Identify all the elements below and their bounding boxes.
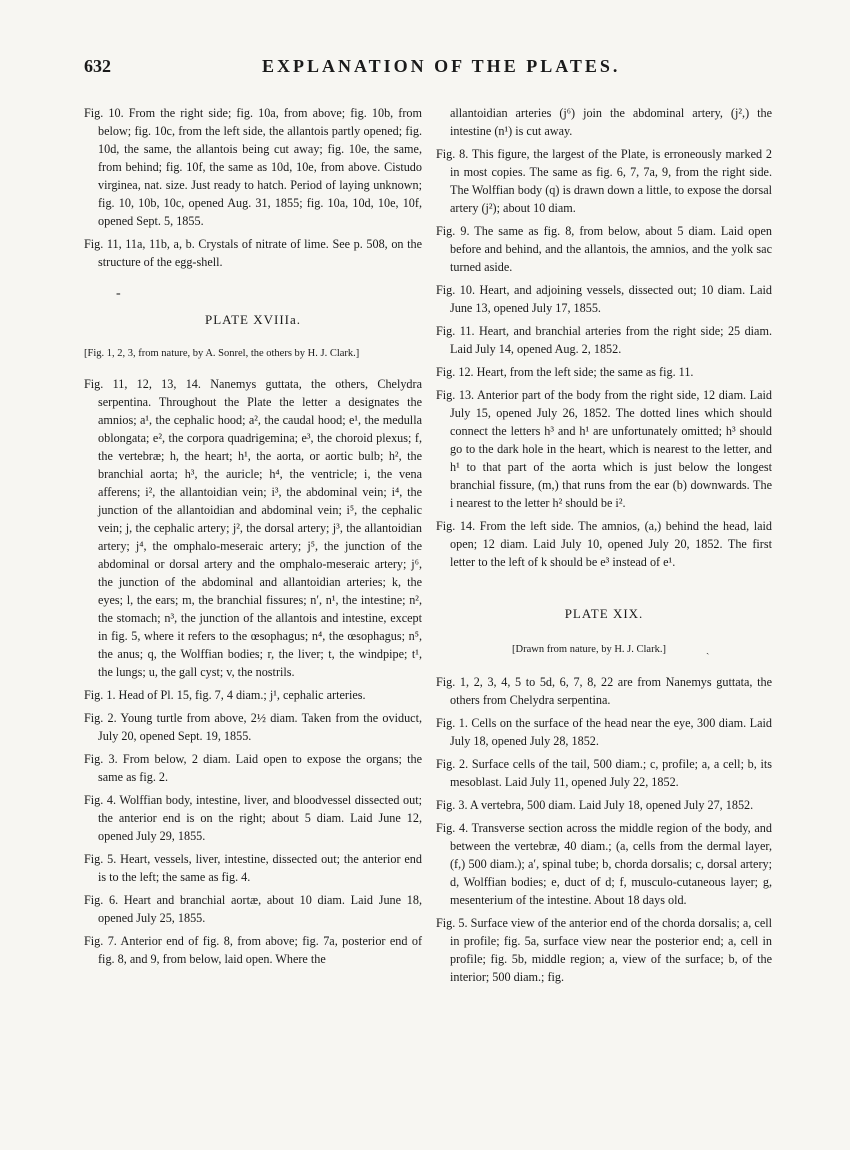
fig-7-continued: allantoidian arteries (j⁶) join the abdominal artery, (j²,) the intestine (n¹) is cut away. bbox=[450, 106, 772, 138]
fig-10-entry: Fig. 10. From the right side; fig. 10a, from above; fig. 10b, from below; fig. 10c, from the left side, the allantois partly opened; fig. 10d, the same, the allantois being cut away; fig. 10e, the same, from behind; fig. 10f, the same as 10d, 10e, from above. Cistudo virginea, nat. size. Just ready to hatch. Period of laying unknown; fig. 10, 10b, 10c, opened Aug. 31, 1855; fig. 10a, 10d, 10e, 10f, opened Sept. 5, 1855. bbox=[84, 106, 422, 228]
fig-10-entry-xviiia: Fig. 10. Heart, and adjoining vessels, dissected out; 10 diam. Laid June 13, opened July 17, 1855. bbox=[436, 283, 772, 315]
fig-14-entry: Fig. 14. From the left side. The amnios, (a,) behind the head, laid open; 12 diam. Laid July 10, opened July 20, 1852. The first letter to the left of k should be e³ instead of e¹. bbox=[436, 519, 772, 569]
plate-title-xix: PLATE XIX. bbox=[564, 606, 644, 621]
stray-mark-right: ˎ bbox=[705, 644, 710, 655]
fig-11-entry: Fig. 11, 11a, 11b, a, b. Crystals of nitrate of lime. See p. 508, on the structure of the egg-shell. bbox=[84, 237, 422, 269]
fig-5-entry-xix: Fig. 5. Surface view of the anterior end of the chorda dorsalis; a, cell in profile; fig. 5a, surface view near the posterior end; a, cell in profile; fig. 5b, middle region; a, view of the surface; b, of the interior; 500 diam.; fig. bbox=[436, 916, 772, 984]
fig-6-entry: Fig. 6. Heart and branchial aortæ, about 10 diam. Laid June 18, opened July 25, 1855. bbox=[84, 893, 422, 925]
fig-2-entry-xix: Fig. 2. Surface cells of the tail, 500 diam.; c, profile; a, a cell; b, its mesoblast. Laid July 11, opened July 22, 1852. bbox=[436, 757, 772, 789]
fig-5-entry: Fig. 5. Heart, vessels, liver, intestine, dissected out; the anterior end is to the left; the same as fig. 4. bbox=[84, 852, 422, 884]
fig-4-entry: Fig. 4. Wolffian body, intestine, liver, and bloodvessel dissected out; the anterior end is on the right; about 5 diam. Laid June 12, opened July 29, 1855. bbox=[84, 793, 422, 843]
running-head: EXPLANATION OF THE PLATES. bbox=[262, 56, 621, 76]
fig-9-entry: Fig. 9. The same as fig. 8, from below, about 5 diam. Laid open before and behind, and the allantois, the amnios, and the yolk sac turned aside. bbox=[436, 224, 772, 274]
plate-note-text: [Drawn from nature, by H. J. Clark.] bbox=[512, 644, 666, 655]
left-column bbox=[84, 104, 422, 973]
figs-species-entry: Fig. 1, 2, 3, 4, 5 to 5d, 6, 7, 8, 22 are from Nanemys guttata, the others from Chelydra serpentina. bbox=[436, 675, 772, 707]
fig-13-entry: Fig. 13. Anterior part of the body from the right side, 12 diam. Laid July 15, opened July 26, 1852. The dotted lines which should connect the letters h³ and h¹ are unfortunately omitted; h³ should go to the dark hole in the heart, which is nearest to the letter, and h¹ to that part of the aorta which is just below the longest branchial fissure, (m,) that runs from the ear (b) downwards. The i nearest to the letter h² should be i². bbox=[436, 388, 772, 510]
fig-3-entry-xix: Fig. 3. A vertebra, 500 diam. Laid July 18, opened July 27, 1852. bbox=[436, 798, 754, 812]
fig-11-entry-xviiia: Fig. 11. Heart, and branchial arteries from the right side; 25 diam. Laid July 14, opened Aug. 2, 1852. bbox=[436, 324, 772, 356]
fig-12-entry: Fig. 12. Heart, from the left side; the same as fig. 11. bbox=[436, 365, 694, 379]
stray-mark: - bbox=[116, 286, 121, 301]
fig-1-entry: Fig. 1. Head of Pl. 15, fig. 7, 4 diam.; j¹, cephalic arteries. bbox=[84, 688, 366, 702]
fig-7-entry: Fig. 7. Anterior end of fig. 8, from above; fig. 7a, posterior end of fig. 8, and 9, from below, laid open. Where the bbox=[84, 934, 422, 966]
fig-1-entry-xix: Fig. 1. Cells on the surface of the head near the eye, 300 diam. Laid July 18, opened July 28, 1852. bbox=[436, 716, 772, 748]
fig-11-14-entry: Fig. 11, 12, 13, 14. Nanemys guttata, the others, Chelydra serpentina. Throughout the Plate the letter a designates the amnios; a¹, the cephalic hood; a², the caudal hood; e¹, the medulla oblongata; e², the corpora quadrigemina; e³, the choroid plexus; f, the vertebræ; h, the heart; h¹, the aorta, or aortic bulb; h², the branchial aorta; h³, the auricle; h⁴, the ventricle; i, the vena afferens; i², the allantoidian vein; i³, the abdominal vein; i⁴, the junction of the allantoidian and abdominal vein; i⁵, the cephalic vein; j, the cephalic artery; j², the dorsal artery; j³, the allantoidian artery; j⁴, the omphalo-meseraic artery; j⁵, the junction of the abdominal or dorsal artery and the omphalo-meseraic artery; j⁶, the junction of the abdominal and allantoidian arteries; k, the eyes; l, the ears; m, the branchial fissures; nʹ, n¹, the intestine; n², the stomach; n³, the junction of the allantois and intestine, except in fig. 5, where it refers to the œsophagus; n⁴, the œsophagus; n⁵, the anus; q, the Wolffian bodies; r, the liver; t, the windpipe; t¹, the lungs; u, the gall cyst; v, the nostrils. bbox=[84, 377, 422, 679]
fig-8-entry: Fig. 8. This figure, the largest of the Plate, is erroneously marked 2 in most copies. The same as fig. 6, 7, 7a, 9, from the right side. The Wolffian body (q) is drawn down a little, to expose the dorsal artery (j²); about 10 diam. bbox=[436, 147, 772, 215]
page-header bbox=[0, 56, 850, 84]
fig-4-entry-xix: Fig. 4. Transverse section across the middle region of the body, and between the vertebræ, 40 diam.; (a, cells from the dermal layer, (f,) 500 diam.); aʹ, spinal tube; b, chorda dorsalis; c, dorsal artery; d, Wolffian bodies; e, duct of d; f, musculo-cutaneous layer; g, mesenterium of the intestine. About 18 days old. bbox=[436, 821, 772, 907]
page-number: 632 bbox=[84, 56, 111, 76]
right-column bbox=[436, 104, 772, 991]
fig-3-entry: Fig. 3. From below, 2 diam. Laid open to expose the organs; the same as fig. 2. bbox=[84, 752, 422, 784]
plate-note-xix bbox=[512, 641, 772, 659]
plate-note-xviiia: [Fig. 1, 2, 3, from nature, by A. Sonrel, the others by H. J. Clark.] bbox=[84, 348, 360, 359]
plate-title-xviiia: PLATE XVIIIa. bbox=[204, 312, 302, 327]
fig-2-entry: Fig. 2. Young turtle from above, 2½ diam. Taken from the oviduct, July 20, opened Sept. 19, 1855. bbox=[84, 711, 422, 743]
